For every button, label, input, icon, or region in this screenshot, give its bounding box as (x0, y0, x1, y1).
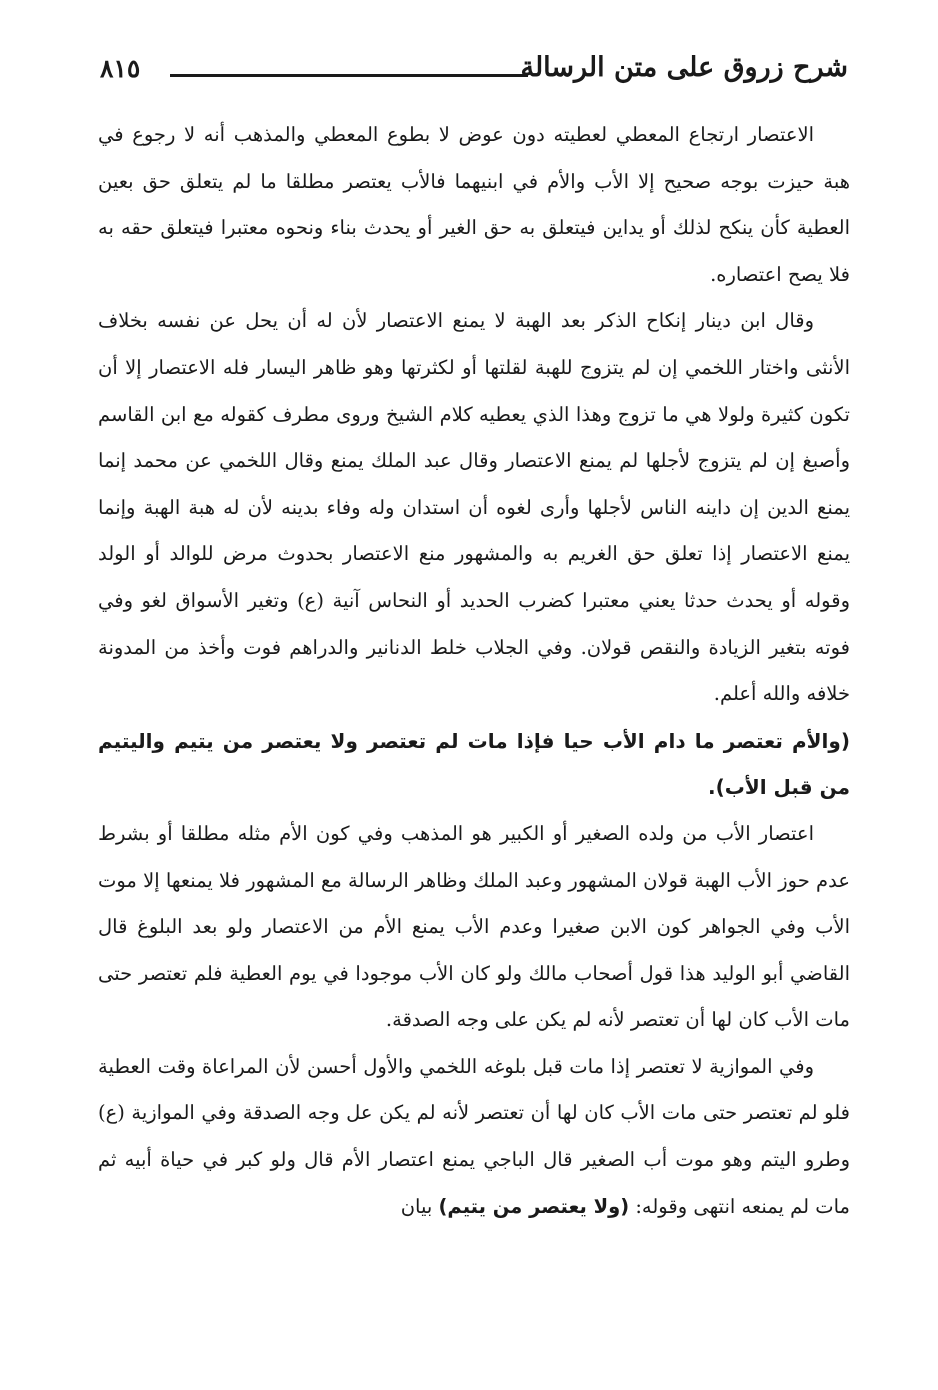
commentary-text-tail: بيان (400, 1194, 433, 1218)
page-body (98, 112, 850, 1230)
matn-text: (والأم تعتصر ما دام الأب حيا فإذا مات لم تعتصر ولا يعتصر من يتيم واليتيم من قبل الأب). (98, 728, 850, 800)
running-title: شرح زروق على متن الرسالة (520, 52, 848, 83)
commentary-text: وفي الموازية لا تعتصر إذا مات قبل بلوغه اللخمي والأول أحسن لأن المراعاة وقت العطية فلو لم تعتصر حتى مات الأب كان لها أن تعتصر لأنه لم يكن عل وجه الصدقة وفي الموازية (ع) وطرو اليتم وهو موت أب الصغير قال الباجي يمنع اعتصار الأم قال ولو كبر في حياة أبيه ثم مات لم يمنعه انتهى وقوله: (98, 1054, 850, 1218)
page-number: ٨١٥ (100, 54, 141, 83)
page-header (100, 52, 848, 96)
commentary-paragraph (98, 1044, 850, 1230)
commentary-paragraph: اعتصار الأب من ولده الصغير أو الكبير هو المذهب وفي كون الأم مثله مطلقا أو بشرط عدم حوز الأب الهبة قولان المشهور وعبد الملك وظاهر الرسالة مع المشهور فلا يمنعها إلا موت الأب وفي الجواهر كون الابن صغيرا وعدم الأب يمنع الأم من الاعتصار ولو بعد البلوغ قال القاضي أبو الوليد هذا قول أصحاب مالك ولو كان الأب موجودا في يوم العطية فلم تعتصر حتى مات الأب كان لها أن تعتصر لأنه لم يكن على وجه الصدقة. (98, 821, 850, 1032)
matn-quote: (ولا يعتصر من يتيم) (438, 1194, 630, 1218)
commentary-paragraph: الاعتصار ارتجاع المعطي لعطيته دون عوض لا بطوع المعطي والمذهب أنه لا رجوع في هبة حيزت بوجه صحيح إلا الأب والأم في ابنيهما فالأب يعتصر مطلقا ما لم يتعلق حق بعين العطية كأن ينكح لذلك أو يداين فيتعلق به حق الغير أو يحدث بناء ونحوه معتبرا فيتعلق حقه به فلا يصح اعتصاره. (98, 123, 850, 286)
header-rule (170, 74, 528, 77)
commentary-paragraph: وقال ابن دينار إنكاح الذكر بعد الهبة لا يمنع الاعتصار لأن له أن يحل عن نفسه بخلاف الأنثى واختار اللخمي إن لم يتزوج للهبة لقلتها أو لكثرتها وهو ظاهر اليسار فله الاعتصار إلا أن تكون كثيرة ولولا هي ما تزوج وهذا الذي يعطيه كلام الشيخ وروى مطرف كقوله مع ابن القاسم وأصبغ إن لم يتزوج لأجلها لم يمنع الاعتصار وقال عبد الملك يمنع وقال اللخمي عن محمد إنما يمنع الدين إن داينه الناس لأجلها وأرى لغوه أن استدان وله وفاء بدينه لأن له هبة الهبة وإنما يمنع الاعتصار إذا تعلق حق الغريم به والمشهور منع الاعتصار بحدوث مرض للوالد أو الولد وقوله أو يحدث حدثا يعني معتبرا كضرب الحديد أو النحاس آنية (ع) وتغير الأسواق لغو وفي فوته بتغير الزيادة والنقص قولان. وفي الجلاب خلط الدنانير والدراهم فوت وأخذ من المدونة خلافه والله أعلم. (98, 309, 850, 706)
